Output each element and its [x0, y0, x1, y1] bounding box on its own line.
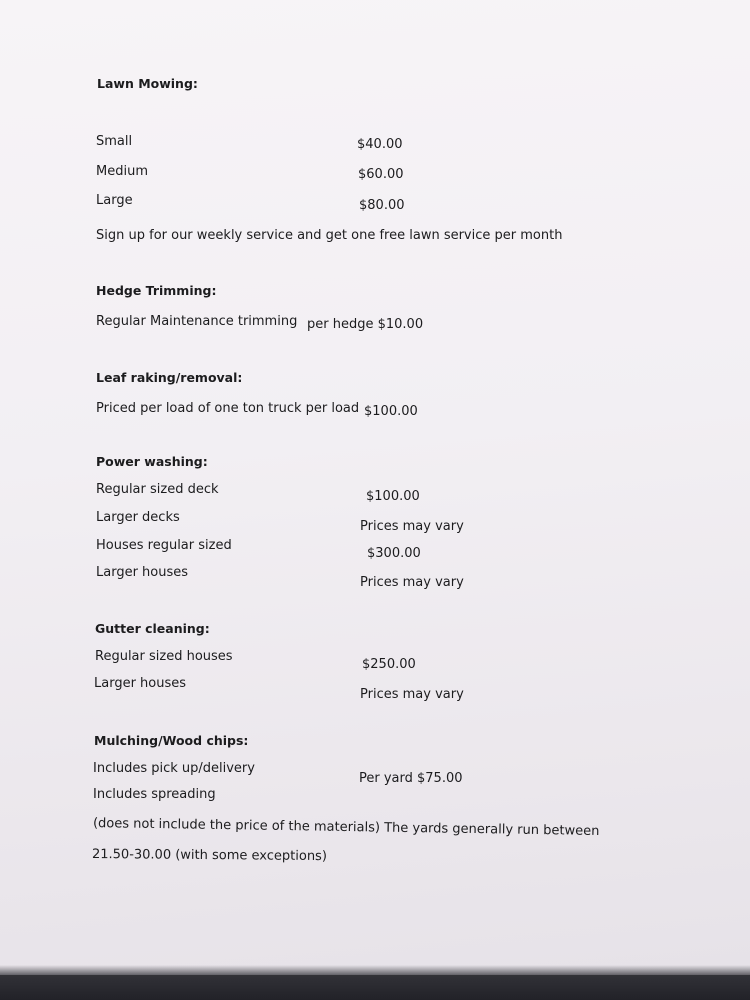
power-larger-decks-label: Larger decks	[96, 510, 180, 525]
lawn-small-label: Small	[96, 134, 133, 149]
mulching-heading: Mulching/Wood chips:	[94, 733, 249, 748]
power-deck-price: $100.00	[366, 489, 420, 504]
gutter-larger-price: Prices may vary	[360, 687, 464, 702]
power-larger-houses-label: Larger houses	[96, 565, 189, 580]
power-washing-heading: Power washing:	[96, 454, 208, 469]
lawn-medium-price: $60.00	[358, 167, 404, 182]
mulch-pickup-price: Per yard $75.00	[359, 771, 463, 786]
hedge-regular-label: Regular Maintenance trimming	[96, 314, 298, 329]
gutter-cleaning-heading: Gutter cleaning:	[95, 621, 210, 636]
power-deck-label: Regular sized deck	[96, 482, 219, 497]
mulch-note-line1: (does not include the price of the materials) The yards generally run between	[92, 816, 600, 839]
mulch-note-line2: 21.50-30.00 (with some exceptions)	[91, 847, 328, 865]
lawn-medium-label: Medium	[96, 164, 148, 179]
table-surface-shadow	[0, 965, 750, 1000]
gutter-regular-price: $250.00	[362, 657, 416, 672]
hedge-regular-price: per hedge $10.00	[307, 317, 424, 332]
lawn-large-label: Large	[96, 193, 133, 208]
leaf-load-label: Priced per load of one ton truck per load	[96, 401, 360, 416]
power-larger-houses-price: Prices may vary	[360, 575, 464, 590]
lawn-large-price: $80.00	[359, 198, 405, 213]
leaf-load-price: $100.00	[364, 404, 418, 419]
hedge-trimming-heading: Hedge Trimming:	[96, 283, 217, 298]
gutter-regular-label: Regular sized houses	[95, 649, 233, 664]
lawn-mowing-heading: Lawn Mowing:	[97, 76, 198, 91]
power-houses-label: Houses regular sized	[96, 538, 232, 553]
mulch-spreading-label: Includes spreading	[93, 787, 216, 802]
lawn-weekly-note: Sign up for our weekly service and get one free lawn service per month	[96, 228, 563, 243]
gutter-larger-label: Larger houses	[94, 676, 187, 691]
leaf-raking-heading: Leaf raking/removal:	[96, 370, 243, 385]
mulch-pickup-label: Includes pick up/delivery	[93, 761, 255, 776]
power-larger-decks-price: Prices may vary	[360, 519, 464, 534]
lawn-small-price: $40.00	[357, 137, 403, 152]
power-houses-price: $300.00	[367, 546, 421, 561]
